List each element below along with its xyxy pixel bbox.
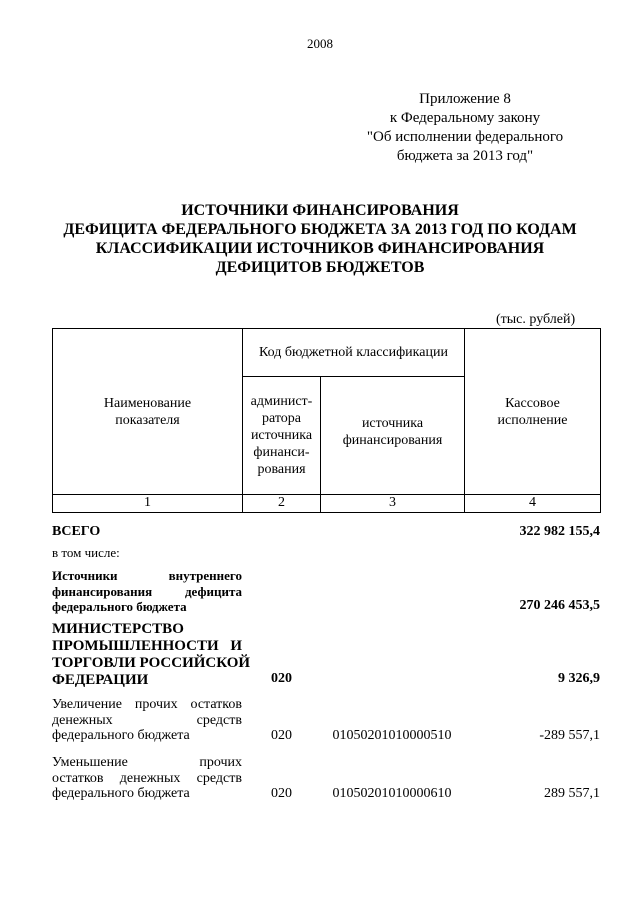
table-border-right [600, 328, 601, 513]
row-name [52, 568, 242, 615]
title-line: ИСТОЧНИКИ ФИНАНСИРОВАНИЯ [181, 202, 459, 219]
appendix-line: "Об исполнении федерального [366, 129, 564, 145]
appendix-note [355, 90, 575, 166]
page-number: 2008 [307, 36, 333, 51]
row-name-line: ФЕДЕРАЦИИ [52, 672, 149, 688]
row-name-line: ВСЕГО [52, 524, 101, 539]
row-amount: 322 982 155,4 [519, 524, 600, 539]
units-label: (тыс. рублей) [496, 312, 576, 327]
row-name-line: федерального бюджета [52, 786, 190, 801]
row-name-line: федерального бюджета [52, 599, 187, 614]
header-admin-line: источника [250, 428, 313, 443]
header-code-group: Код бюджетной классификации [259, 345, 448, 360]
row-admin-code: 020 [271, 786, 292, 801]
title-line: ДЕФИЦИТА ФЕДЕРАЛЬНОГО БЮДЖЕТА ЗА 2013 ГОД ПО КОДАМ [63, 221, 577, 238]
column-number-1: 1 [144, 495, 151, 510]
row-amount: 289 557,1 [544, 786, 600, 801]
row-name-line: остатков денежных средств [52, 770, 242, 786]
row-name-line: Источники внутреннего [52, 568, 242, 583]
row-source-code: 01050201010000610 [332, 786, 452, 801]
row-name-line: федерального бюджета [52, 728, 190, 743]
column-number-2: 2 [278, 495, 285, 510]
row-name-line: Увеличение прочих остатков [52, 697, 242, 712]
header-admin-line: админист- [250, 394, 313, 409]
row-amount: 9 326,9 [558, 671, 600, 686]
header-admin-line: финанси- [253, 445, 310, 460]
row-admin-code: 020 [271, 728, 292, 743]
row-name-line: ПРОМЫШЛЕННОСТИ И [52, 638, 242, 654]
row-source-code: 01050201010000510 [332, 728, 452, 743]
row-name-line: МИНИСТЕРСТВО [52, 621, 184, 637]
header-admin [243, 377, 320, 494]
appendix-line: бюджета за 2013 год" [396, 148, 534, 164]
row-admin-code: 020 [271, 671, 292, 686]
header-amount [465, 329, 600, 494]
appendix-line: к Федеральному закону [389, 110, 541, 126]
row-name [52, 697, 242, 744]
row-name [52, 524, 242, 540]
header-name-line: Наименование [103, 395, 192, 411]
row-name-line: финансирования дефицита [52, 583, 242, 599]
title-line: ДЕФИЦИТОВ БЮДЖЕТОВ [215, 259, 425, 276]
header-amount-line: Кассовое [505, 395, 560, 411]
row-name-line: ТОРГОВЛИ РОССИЙСКОЙ [52, 655, 251, 671]
row-name-line: в том числе: [52, 545, 120, 560]
row-amount: -289 557,1 [539, 728, 600, 743]
header-admin-line: ратора [262, 411, 301, 426]
header-amount-line: исполнение [497, 412, 568, 428]
row-name-line: Уменьшение прочих [52, 755, 242, 770]
row-name [52, 621, 251, 689]
header-source-line: источника [361, 416, 424, 431]
row-name-line: денежных средств [52, 712, 242, 728]
header-name-line: показателя [115, 412, 180, 428]
header-source [321, 377, 464, 487]
table-border-numbers-bottom [52, 512, 601, 513]
column-number-4: 4 [529, 495, 536, 510]
row-name [52, 755, 242, 802]
column-number-3: 3 [389, 495, 396, 510]
row-amount: 270 246 453,5 [519, 598, 600, 613]
appendix-line: Приложение 8 [419, 91, 511, 107]
header-admin-line: рования [257, 462, 306, 477]
header-source-line: финансирования [342, 433, 443, 448]
title-line: КЛАССИФИКАЦИИ ИСТОЧНИКОВ ФИНАНСИРОВАНИЯ [95, 240, 545, 257]
row-name [52, 545, 242, 561]
header-name [53, 329, 242, 494]
document-title [40, 201, 600, 277]
